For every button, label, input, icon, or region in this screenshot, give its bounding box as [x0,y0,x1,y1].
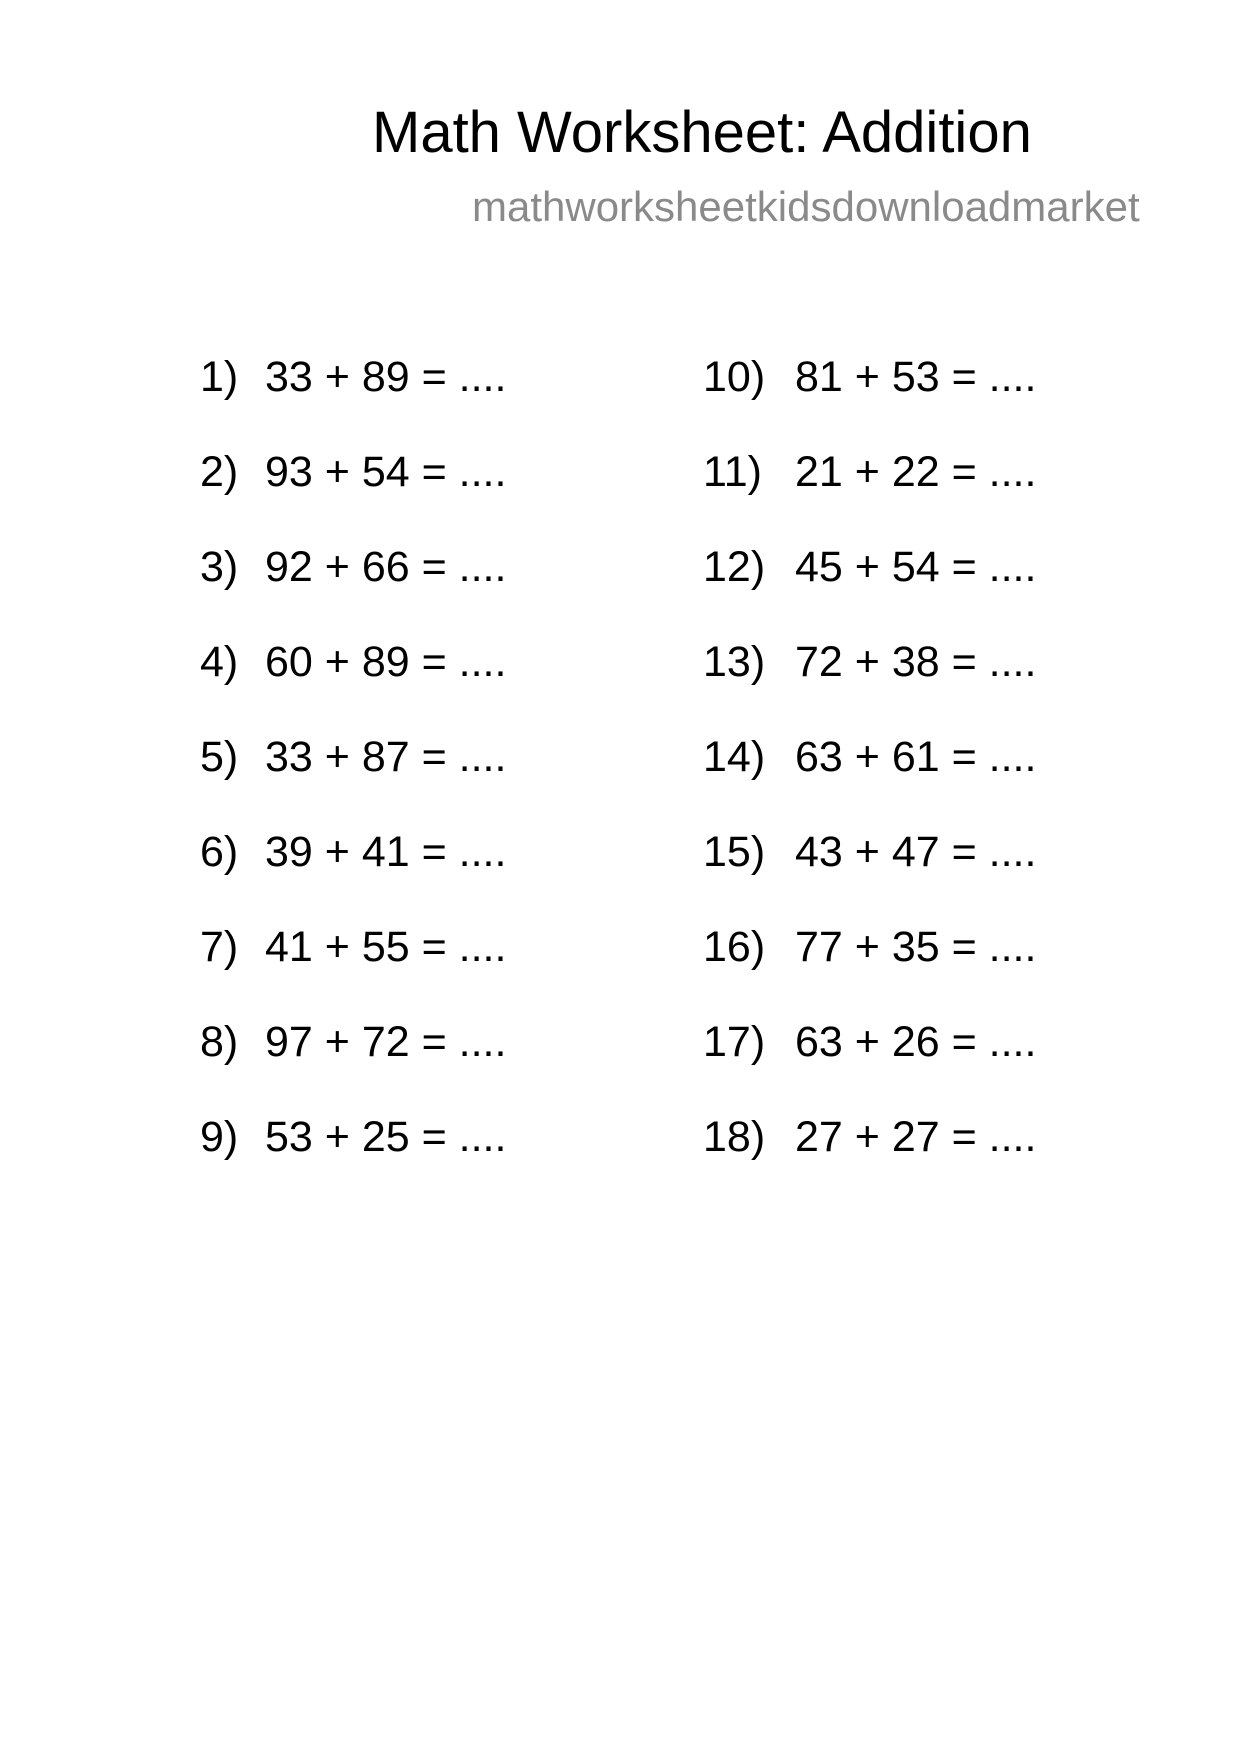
problem-number: 14) [703,733,766,781]
problem-item [703,827,1036,922]
problem-number: 7) [200,923,239,971]
problem-number: 17) [703,1018,766,1066]
problem-expression: 33 + 87 = .... [265,733,507,781]
problem-expression: 77 + 35 = .... [795,923,1037,971]
problem-item [200,732,506,827]
problem-number: 3) [200,543,239,591]
left-problem-column [200,352,506,1207]
problem-expression: 39 + 41 = .... [265,828,507,876]
problem-number: 6) [200,828,239,876]
problem-number: 4) [200,638,239,686]
problem-item [200,352,506,447]
problem-item [200,1112,506,1207]
problem-item [200,542,506,637]
page-subtitle: mathworksheetkidsdownloadmarket [472,183,1140,230]
problem-item [200,1017,506,1112]
problem-expression: 92 + 66 = .... [265,543,507,591]
problem-expression: 53 + 25 = .... [265,1113,507,1161]
problem-item [703,352,1036,447]
problem-expression: 81 + 53 = .... [795,353,1037,401]
problem-number: 8) [200,1018,239,1066]
problem-expression: 72 + 38 = .... [795,638,1037,686]
problem-number: 9) [200,1113,239,1161]
problem-item [703,447,1036,542]
problem-expression: 45 + 54 = .... [795,543,1037,591]
problem-item [200,447,506,542]
problem-expression: 41 + 55 = .... [265,923,507,971]
right-problem-column [703,352,1036,1207]
problem-item [703,637,1036,732]
problem-expression: 63 + 26 = .... [795,1018,1037,1066]
problem-expression: 97 + 72 = .... [265,1018,507,1066]
problem-number: 12) [703,543,766,591]
problem-number: 5) [200,733,239,781]
problem-expression: 21 + 22 = .... [795,448,1037,496]
problem-number: 16) [703,923,766,971]
problem-item [703,1017,1036,1112]
page-title: Math Worksheet: Addition [372,100,1032,165]
problem-expression: 60 + 89 = .... [265,638,507,686]
problem-item [703,1112,1036,1207]
problem-expression: 33 + 89 = .... [265,353,507,401]
problem-item [200,922,506,1017]
problem-expression: 93 + 54 = .... [265,448,507,496]
problem-item [703,542,1036,637]
problem-number: 10) [703,353,766,401]
problem-item [200,827,506,922]
problem-number: 1) [200,353,239,401]
problem-number: 13) [703,638,766,686]
problem-item [200,637,506,732]
problem-number: 18) [703,1113,766,1161]
problem-item [703,922,1036,1017]
problem-expression: 27 + 27 = .... [795,1113,1037,1161]
problem-number: 15) [703,828,766,876]
problem-item [703,732,1036,827]
problem-expression: 63 + 61 = .... [795,733,1037,781]
problem-number: 11) [703,448,762,496]
problem-expression: 43 + 47 = .... [795,828,1037,876]
problem-number: 2) [200,448,239,496]
